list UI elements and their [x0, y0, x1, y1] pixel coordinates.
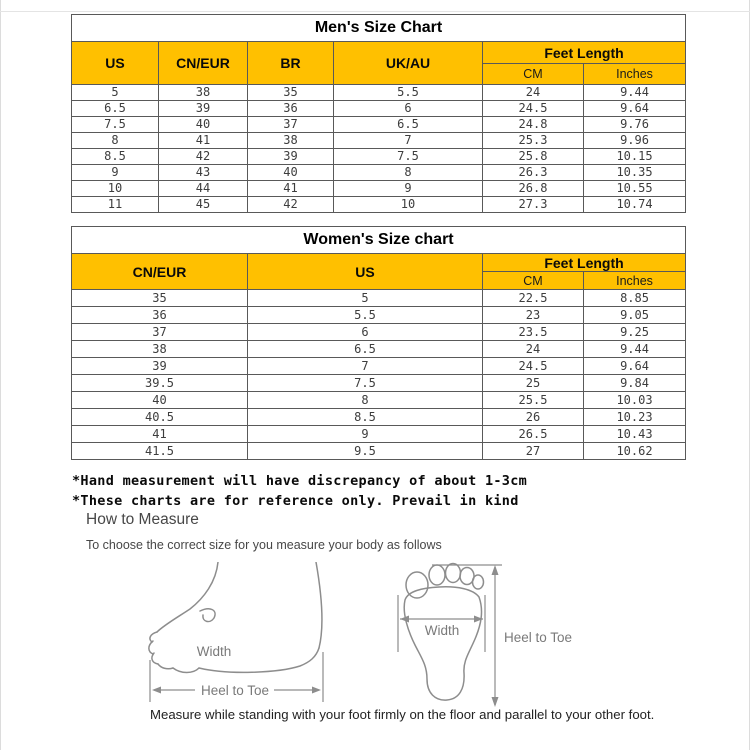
table-cell: 41 [72, 426, 248, 443]
table-row [72, 443, 686, 460]
table-cell: 36 [72, 307, 248, 324]
table-cell: 37 [248, 117, 334, 133]
table-cell: 7.5 [248, 375, 483, 392]
top-divider-line [0, 11, 750, 12]
table-cell: 25.3 [483, 133, 584, 149]
table-cell: 36 [248, 101, 334, 117]
table-cell: 9.96 [584, 133, 686, 149]
men-size-tbody [72, 85, 686, 213]
table-cell: 35 [72, 290, 248, 307]
table-cell: 38 [248, 133, 334, 149]
table-cell: 23 [483, 307, 584, 324]
table-cell: 8 [72, 133, 159, 149]
table-cell: 7.5 [72, 117, 159, 133]
table-cell: 39.5 [72, 375, 248, 392]
table-cell: 6.5 [72, 101, 159, 117]
table-row [72, 375, 686, 392]
column-header-br: BR [248, 42, 334, 85]
table-cell: 40 [72, 392, 248, 409]
table-cell: 5.5 [334, 85, 483, 101]
table-cell: 6.5 [334, 117, 483, 133]
womens-size-chart-table [71, 226, 686, 460]
table-cell: 9.84 [584, 375, 686, 392]
table-cell: 6.5 [248, 341, 483, 358]
table-cell: 23.5 [483, 324, 584, 341]
page-left-edge-line [0, 0, 1, 750]
table-row [72, 307, 686, 324]
how-to-measure-title: How to Measure [86, 511, 199, 528]
table-cell: 10.15 [584, 149, 686, 165]
table-cell: 9.44 [584, 85, 686, 101]
table-cell: 8.5 [248, 409, 483, 426]
table-cell: 5.5 [248, 307, 483, 324]
table-cell: 8.85 [584, 290, 686, 307]
table-cell: 11 [72, 197, 159, 213]
table-cell: 24 [483, 341, 584, 358]
table-row [72, 392, 686, 409]
table-cell: 39 [248, 149, 334, 165]
table-row [72, 85, 686, 101]
column-header-us: US [72, 42, 159, 85]
table-cell: 40 [248, 165, 334, 181]
table-cell: 42 [248, 197, 334, 213]
table-cell: 8.5 [72, 149, 159, 165]
mens-header-row [72, 42, 686, 64]
foot-side-view-diagram [146, 562, 336, 707]
table-cell: 6 [334, 101, 483, 117]
table-row [72, 133, 686, 149]
column-header-cn-eur: CN/EUR [72, 254, 248, 290]
table-cell: 44 [159, 181, 248, 197]
table-cell: 10.23 [584, 409, 686, 426]
column-header-cm: CM [483, 64, 584, 85]
table-cell: 24.5 [483, 101, 584, 117]
mens-chart-title: Men's Size Chart [72, 15, 686, 42]
side-heel-to-toe-label: Heel to Toe [200, 683, 270, 698]
column-header-us: US [248, 254, 483, 290]
how-to-measure-subtitle: To choose the correct size for you measure your body as follows [86, 538, 442, 552]
table-cell: 41 [159, 133, 248, 149]
table-cell: 24.5 [483, 358, 584, 375]
column-header-cn-eur: CN/EUR [159, 42, 248, 85]
table-cell: 26.3 [483, 165, 584, 181]
table-cell: 9 [248, 426, 483, 443]
table-row [72, 324, 686, 341]
column-header-inches: Inches [584, 64, 686, 85]
table-cell: 9.5 [248, 443, 483, 460]
table-cell: 38 [72, 341, 248, 358]
side-width-label: Width [196, 644, 232, 659]
women-size-tbody [72, 290, 686, 460]
mens-size-chart-table [71, 14, 686, 213]
table-cell: 10.35 [584, 165, 686, 181]
table-cell: 7.5 [334, 149, 483, 165]
table-cell: 10.55 [584, 181, 686, 197]
table-row [72, 426, 686, 443]
note-line-2: *These charts are for reference only. Prevail in kind [72, 493, 519, 509]
top-heel-to-toe-label: Heel to Toe [504, 630, 573, 645]
table-row [72, 117, 686, 133]
table-cell: 25 [483, 375, 584, 392]
column-header-cm: CM [483, 272, 584, 290]
table-cell: 9.64 [584, 101, 686, 117]
table-cell: 10.43 [584, 426, 686, 443]
table-cell: 10 [72, 181, 159, 197]
table-cell: 9.76 [584, 117, 686, 133]
table-cell: 42 [159, 149, 248, 165]
measurement-notes [72, 471, 527, 511]
table-cell: 26.8 [483, 181, 584, 197]
table-cell: 37 [72, 324, 248, 341]
table-cell: 27 [483, 443, 584, 460]
table-row [72, 358, 686, 375]
column-header-feet-length: Feet Length [483, 42, 686, 64]
table-cell: 41 [248, 181, 334, 197]
table-cell: 5 [248, 290, 483, 307]
table-row [72, 197, 686, 213]
table-cell: 9.05 [584, 307, 686, 324]
table-cell: 24 [483, 85, 584, 101]
table-row [72, 165, 686, 181]
table-cell: 45 [159, 197, 248, 213]
table-row [72, 290, 686, 307]
table-cell: 9.44 [584, 341, 686, 358]
table-cell: 26 [483, 409, 584, 426]
table-cell: 10.03 [584, 392, 686, 409]
table-cell: 10 [334, 197, 483, 213]
table-cell: 38 [159, 85, 248, 101]
table-cell: 9 [72, 165, 159, 181]
table-cell: 9 [334, 181, 483, 197]
foot-top-view-diagram [390, 562, 580, 712]
table-row [72, 181, 686, 197]
table-cell: 26.5 [483, 426, 584, 443]
foot-side-outline-sketch [149, 562, 322, 673]
table-cell: 41.5 [72, 443, 248, 460]
table-cell: 7 [334, 133, 483, 149]
table-cell: 35 [248, 85, 334, 101]
table-cell: 7 [248, 358, 483, 375]
womens-chart-title-row [72, 227, 686, 254]
table-cell: 24.8 [483, 117, 584, 133]
table-cell: 9.25 [584, 324, 686, 341]
column-header-feet-length: Feet Length [483, 254, 686, 272]
table-cell: 40.5 [72, 409, 248, 426]
table-cell: 25.5 [483, 392, 584, 409]
table-cell: 39 [159, 101, 248, 117]
top-width-label: Width [424, 623, 460, 638]
table-cell: 8 [248, 392, 483, 409]
table-cell: 9.64 [584, 358, 686, 375]
table-cell: 27.3 [483, 197, 584, 213]
table-cell: 8 [334, 165, 483, 181]
table-cell: 25.8 [483, 149, 584, 165]
table-cell: 10.74 [584, 197, 686, 213]
table-cell: 39 [72, 358, 248, 375]
table-row [72, 149, 686, 165]
table-row [72, 409, 686, 426]
table-cell: 6 [248, 324, 483, 341]
table-row [72, 341, 686, 358]
womens-chart-title: Women's Size chart [72, 227, 686, 254]
note-line-1: *Hand measurement will have discrepancy of about 1-3cm [72, 473, 528, 489]
column-header-uk-au: UK/AU [334, 42, 483, 85]
column-header-inches: Inches [584, 272, 686, 290]
table-cell: 10.62 [584, 443, 686, 460]
table-cell: 43 [159, 165, 248, 181]
womens-header-row [72, 254, 686, 272]
mens-chart-title-row [72, 15, 686, 42]
table-cell: 5 [72, 85, 159, 101]
table-row [72, 101, 686, 117]
measure-instruction-caption: Measure while standing with your foot firmly on the floor and parallel to your other foot. [150, 707, 655, 722]
table-cell: 40 [159, 117, 248, 133]
table-cell: 22.5 [483, 290, 584, 307]
